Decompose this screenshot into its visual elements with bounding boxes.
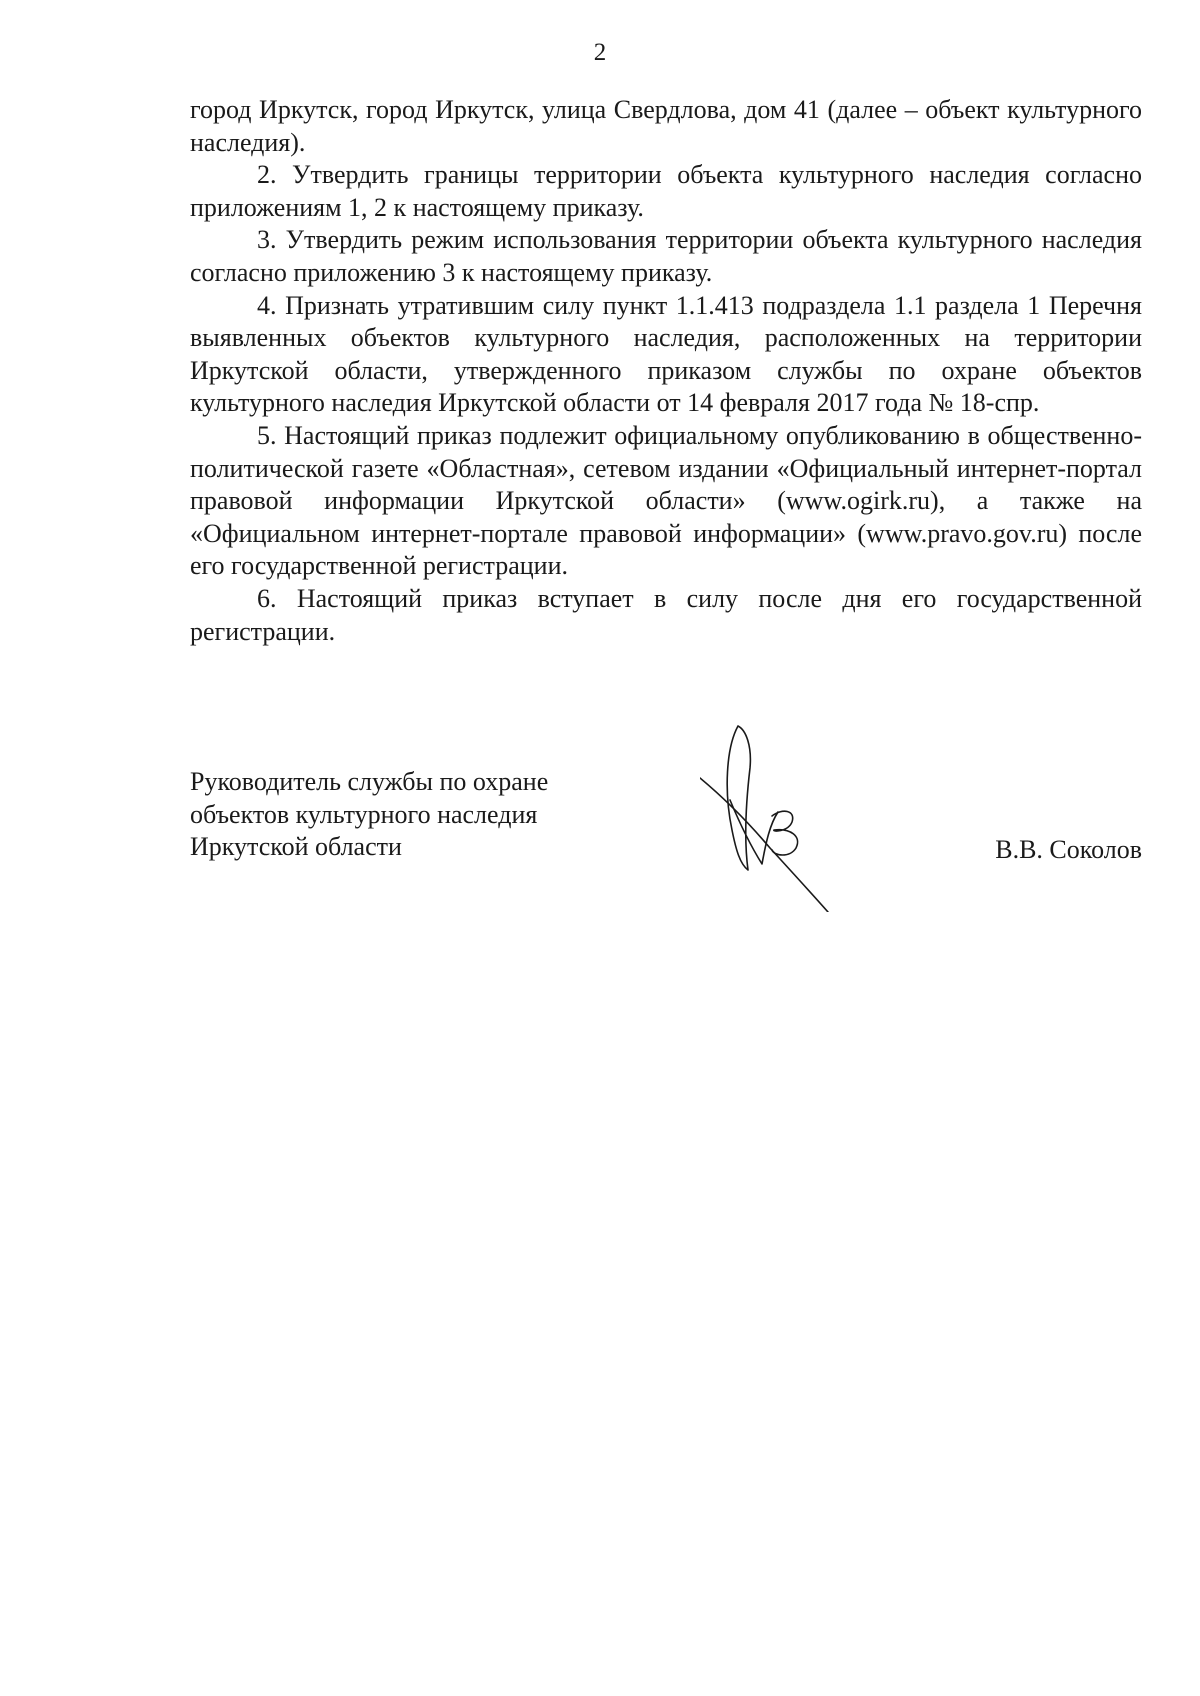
page-number: 2: [593, 39, 607, 66]
signer-position-line-3: Иркутской области: [190, 832, 402, 862]
paragraph-item-6: 6. Настоящий приказ вступает в силу после дня его государственной регистрации.: [190, 583, 1142, 646]
signature-strokes: [700, 726, 828, 912]
document-body: [190, 94, 1142, 648]
signature-block: [190, 766, 1142, 916]
signature-stroke-v: [730, 800, 778, 864]
signer-name: В.В. Соколов: [995, 835, 1142, 864]
signer-position-line-2: объектов культурного наследия: [190, 799, 538, 829]
handwritten-signature: [700, 712, 860, 912]
signature-stroke-b: [772, 811, 798, 855]
signature-stroke-loop: [727, 726, 750, 870]
signature-stroke-diagonal: [700, 778, 828, 912]
signer-position: [190, 766, 548, 864]
paragraph-item-4: 4. Признать утратившим силу пункт 1.1.413 подраздела 1.1 раздела 1 Перечня выявленных объектов культурного наследия, расположенных на территории Иркутской области, утвержденного приказом службы по охране объектов культурного наследия Иркутской области от 14 февраля 2017 года № 18-спр.: [190, 290, 1142, 418]
signer-position-line-1: Руководитель службы по охране: [190, 767, 549, 796]
paragraph-item-3: 3. Утвердить режим использования территории объекта культурного наследия согласно приложению 3 к настоящему приказу.: [190, 225, 1142, 287]
paragraph-continuation: город Иркутск, город Иркутск, улица Свердлова, дом 41 (далее – объект культурного наследия).: [190, 95, 1142, 157]
paragraph-item-2: 2. Утвердить границы территории объекта культурного наследия согласно приложениям 1, 2 к настоящему приказу.: [190, 160, 1142, 222]
paragraph-item-5: 5. Настоящий приказ подлежит официальному опубликованию в общественно-политической газете «Областная», сетевом издании «Официальный интернет-портал правовой информации Иркутской области» (www.ogirk.ru), а также на «Официальном интернет-портале правовой информации» (www.pravo.gov.ru) после его государственной регистрации.: [190, 420, 1142, 581]
